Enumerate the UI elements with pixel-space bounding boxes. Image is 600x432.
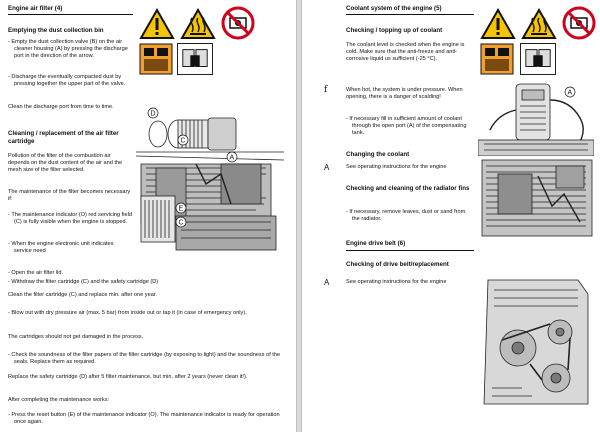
warning-triangle-icon	[480, 8, 516, 40]
prohibition-icon	[562, 6, 596, 40]
step-text: - Withdraw the filter cartridge (C) and the safety cartridge (D)	[8, 279, 159, 285]
hot-surface-warning-icon	[521, 8, 557, 40]
radiator-illustration	[478, 156, 596, 240]
section-title: Emptying the dust collection bin	[8, 27, 104, 34]
air-filter-illustration	[136, 104, 284, 254]
paragraph: Replace the safety cartridge (D) after 5 filter maintenance, but min. after 2 years (never clean it!).	[8, 374, 248, 380]
warning-text: When hot, the system is under pressure. When opening, there is a danger of scalding!	[346, 87, 463, 101]
read-manual-orange-icon	[480, 43, 514, 75]
step-text: - Empty the dust collection valve (B) on the air cleaner housing (A) by pressing the discharge port in the direction of the arrow.	[8, 39, 128, 60]
right-header-rule	[346, 14, 474, 15]
step-text: - Check the soundness of the filter papers of the filter cartridge (by exposing to light) and the soundness of the seals. Replace them as required.	[8, 352, 281, 366]
callout-a: A	[567, 89, 573, 97]
paragraph: The cartridges should not get damaged in the process.	[8, 334, 144, 340]
paragraph: Clean the filter cartridge (C) and replace min. after one year.	[8, 292, 157, 298]
manual-book-icon	[177, 43, 213, 75]
paragraph: After completing the maintenance works:	[8, 397, 110, 403]
step-text: - Blow out with dry pressure air (max. 5 bar) from inside out or tap it (in case of emergency only).	[8, 310, 247, 316]
margin-mark: A	[324, 278, 330, 287]
right-header: Coolant system of the engine (5)	[346, 5, 442, 12]
coolant-tank-illustration	[478, 80, 594, 156]
callout-d: D	[150, 110, 156, 118]
step-text: - Open the air filter lid.	[8, 270, 64, 276]
callout-c2: C	[178, 219, 184, 227]
right-page	[302, 0, 600, 432]
left-header-rule	[8, 14, 133, 15]
step-text: - Press the reset button (E) of the maintenance indicator (O). The maintenance indicator is ready for operation once again.	[8, 412, 280, 426]
manual-book-icon	[520, 43, 556, 75]
section-rule	[346, 250, 474, 251]
paragraph: See operating instructions for the engine	[346, 279, 447, 285]
step-text: - The maintenance indicator (O) red servicing field (C) is fully visible when the engine is stopped.	[8, 212, 132, 226]
section-title: Checking and cleaning of the radiator fins	[346, 185, 470, 192]
paragraph: Clean the discharge port from time to time.	[8, 104, 114, 110]
margin-mark: f	[324, 85, 328, 95]
section-title: Checking of drive belt/replacement	[346, 261, 449, 268]
step-text: - Discharge the eventually compacted dust by pressing together the upper part of the valve.	[8, 74, 126, 88]
section-title: Engine drive belt (6)	[346, 240, 406, 247]
section-title: Changing the coolant	[346, 151, 410, 158]
paragraph: The coolant level is checked when the engine is cold. Make sure that the anti-freeze and anti-corrosive liquid us sufficient (-25 °C).	[346, 42, 465, 63]
section-title: Cleaning / replacement of the air filter cartridge	[8, 130, 119, 145]
paragraph: The maintenance of the filter becomes necessary if:	[8, 189, 131, 203]
engine-drive-belt-illustration	[478, 268, 596, 418]
callout-e: E	[178, 205, 184, 213]
prohibition-icon	[221, 6, 255, 40]
step-text: - If necessary, remove leaves, dust or sand from the radiator.	[346, 209, 466, 223]
paragraph: See operating instructions for the engine	[346, 164, 447, 170]
margin-mark: A	[324, 163, 330, 172]
callout-c: C	[180, 137, 186, 145]
paragraph: Pollution of the filter of the combustion air depends on the dust content of the air and the mesh size of the filter selected.	[8, 153, 123, 174]
left-page	[0, 0, 296, 432]
hot-surface-warning-icon	[180, 8, 216, 40]
section-title: Checking / topping up of coolant	[346, 27, 443, 34]
step-text: - If necessary fill in sufficient amount of coolant through the open port (A) of the compensating tank.	[346, 116, 467, 137]
left-header: Engine air filter (4)	[8, 5, 63, 12]
step-text: - When the engine electronic unit indicates service need	[8, 241, 114, 255]
callout-a: A	[229, 154, 235, 162]
read-manual-orange-icon	[139, 43, 173, 75]
warning-triangle-icon	[139, 8, 175, 40]
